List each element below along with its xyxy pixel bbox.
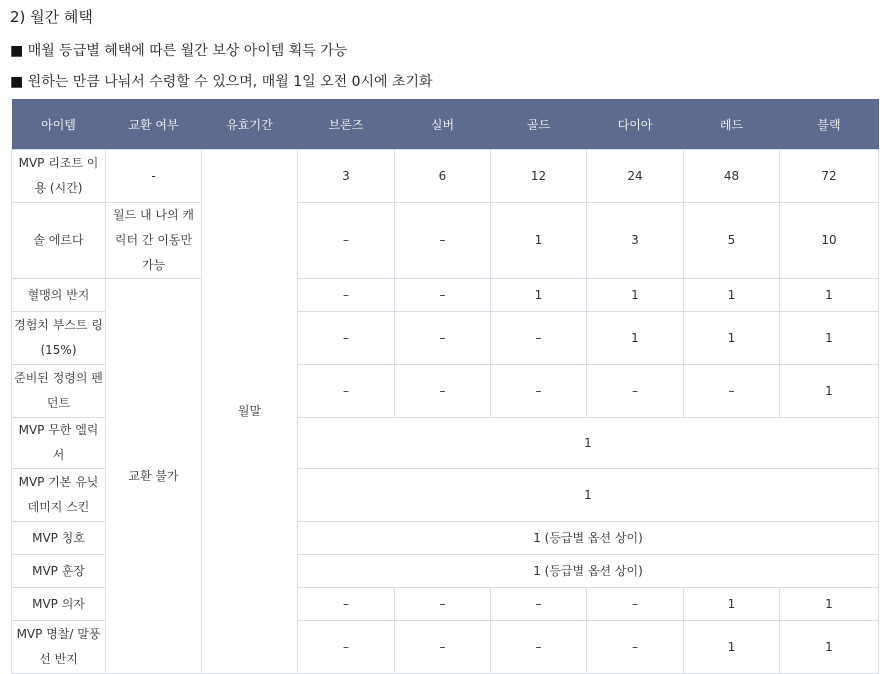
item-name: 경험치 부스트 링 (15%) — [12, 312, 106, 365]
value-bronze: – — [298, 621, 395, 674]
value-bronze: – — [298, 312, 395, 365]
value-silver: – — [395, 588, 491, 621]
column-header-bronze: 브론즈 — [298, 99, 395, 150]
note-reset-schedule — [10, 71, 433, 91]
value-gold: – — [491, 312, 587, 365]
item-name: MVP 무한 엘릭서 — [12, 418, 106, 469]
value-silver: – — [395, 203, 491, 279]
item-name: MVP 의자 — [12, 588, 106, 621]
table-row — [12, 279, 879, 312]
value-red: 1 — [684, 588, 780, 621]
value-black: 10 — [780, 203, 879, 279]
value-gold: – — [491, 621, 587, 674]
section-title: 2) 월간 혜택 — [10, 8, 93, 26]
monthly-benefits-table — [11, 99, 879, 674]
note-monthly-reward — [10, 40, 347, 60]
item-name: 혈맹의 반지 — [12, 279, 106, 312]
value-silver: – — [395, 365, 491, 418]
value-all-grades: 1 (등급별 옵션 상이) — [298, 555, 879, 588]
value-gold: 1 — [491, 203, 587, 279]
value-diamond: 1 — [587, 312, 684, 365]
value-diamond: 24 — [587, 150, 684, 203]
validity-cell: 월말 — [202, 150, 298, 674]
exchange-cell: 교환 불가 — [106, 279, 202, 674]
value-black: 72 — [780, 150, 879, 203]
value-all-grades: 1 — [298, 469, 879, 522]
value-bronze: 3 — [298, 150, 395, 203]
value-bronze: – — [298, 279, 395, 312]
value-all-grades: 1 — [298, 418, 879, 469]
value-diamond: 3 — [587, 203, 684, 279]
value-red: 1 — [684, 621, 780, 674]
column-header-validity: 유효기간 — [202, 99, 298, 150]
value-black: 1 — [780, 279, 879, 312]
value-gold: 1 — [491, 279, 587, 312]
value-diamond: – — [587, 365, 684, 418]
value-silver: 6 — [395, 150, 491, 203]
value-red: 5 — [684, 203, 780, 279]
item-name: 준비된 정령의 펜던트 — [12, 365, 106, 418]
item-name: 솔 에르다 — [12, 203, 106, 279]
item-name: MVP 칭호 — [12, 522, 106, 555]
value-black: 1 — [780, 312, 879, 365]
value-diamond: – — [587, 588, 684, 621]
square-bullet-icon: ■ — [10, 43, 24, 59]
column-header-exchange: 교환 여부 — [106, 99, 202, 150]
value-black: 1 — [780, 588, 879, 621]
value-bronze: – — [298, 588, 395, 621]
value-bronze: – — [298, 203, 395, 279]
item-name: MVP 명찰/ 말풍선 반지 — [12, 621, 106, 674]
exchange-cell: 월드 내 나의 캐릭터 간 이동만 가능 — [106, 203, 202, 279]
item-name: MVP 훈장 — [12, 555, 106, 588]
value-gold: – — [491, 588, 587, 621]
value-diamond: 1 — [587, 279, 684, 312]
value-red: – — [684, 365, 780, 418]
table-header-row — [12, 99, 879, 150]
column-header-item: 아이템 — [12, 99, 106, 150]
value-all-grades: 1 (등급별 옵션 상이) — [298, 522, 879, 555]
note-text: 매월 등급별 혜택에 따른 월간 보상 아이템 획득 가능 — [27, 43, 348, 59]
value-red: 1 — [684, 312, 780, 365]
value-black: 1 — [780, 365, 879, 418]
exchange-cell: - — [106, 150, 202, 203]
table-row — [12, 203, 879, 279]
column-header-diamond: 다이아 — [587, 99, 684, 150]
item-name: MVP 기본 유닛 데미지 스킨 — [12, 469, 106, 522]
item-name: MVP 리조트 이용 (시간) — [12, 150, 106, 203]
square-bullet-icon: ■ — [10, 74, 24, 90]
value-gold: 12 — [491, 150, 587, 203]
value-gold: – — [491, 365, 587, 418]
value-silver: – — [395, 312, 491, 365]
table-row — [12, 150, 879, 203]
note-text: 원하는 만큼 나눠서 수령할 수 있으며, 매월 1일 오전 0시에 초기화 — [27, 74, 433, 90]
column-header-gold: 골드 — [491, 99, 587, 150]
column-header-black: 블랙 — [780, 99, 879, 150]
value-red: 48 — [684, 150, 780, 203]
value-black: 1 — [780, 621, 879, 674]
column-header-silver: 실버 — [395, 99, 491, 150]
value-silver: – — [395, 279, 491, 312]
value-diamond: – — [587, 621, 684, 674]
value-bronze: – — [298, 365, 395, 418]
value-red: 1 — [684, 279, 780, 312]
column-header-red: 레드 — [684, 99, 780, 150]
value-silver: – — [395, 621, 491, 674]
